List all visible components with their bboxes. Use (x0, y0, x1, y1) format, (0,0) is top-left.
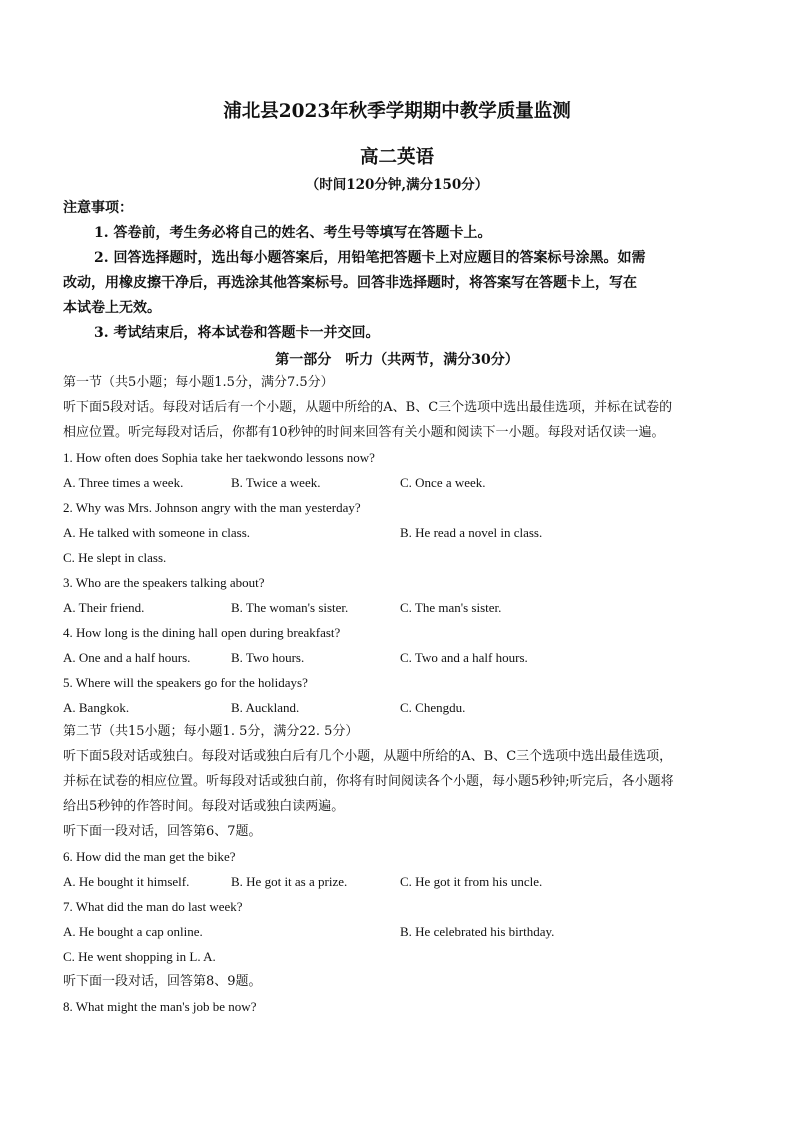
section2-title: 第二节（共15小题；每小题1. 5分，满分22. 5分） (63, 724, 359, 739)
question-4-option-c: C. Two and a half hours. (400, 650, 528, 665)
question-3-option-b: B. The woman's sister. (231, 600, 349, 615)
group-8-9-instruction: 听下面一段对话，回答第8、9题。 (63, 974, 262, 989)
question-1-option-a: A. Three times a week. (63, 475, 184, 490)
section2-instructions-line-2: 并标在试卷的相应位置。听每段对话或独白前，你将有时间阅读各个小题，每小题5秒钟;听完后，各小题将 (63, 774, 674, 789)
question-8-stem: 8. What might the man's job be now? (63, 999, 257, 1014)
section1-instructions-line-2: 相应位置。听完每段对话后，你都有10秒钟的时间来回答有关小题和阅读下一小题。每段对话仅读一遍。 (63, 425, 665, 440)
question-7-option-c: C. He went shopping in L. A. (63, 949, 216, 964)
question-1-option-c: C. Once a week. (400, 475, 486, 490)
question-4-option-b: B. Two hours. (231, 650, 305, 665)
question-3-stem: 3. Who are the speakers talking about? (63, 575, 265, 590)
exam-time-score: （时间120分钟,满分150分） (305, 177, 489, 193)
question-5-option-b: B. Auckland. (231, 700, 300, 715)
question-2-option-b: B. He read a novel in class. (400, 525, 543, 540)
question-7-option-a: A. He bought a cap online. (63, 924, 203, 939)
note-3: 3. 考试结束后，将本试卷和答题卡一并交回。 (94, 325, 380, 341)
question-4-stem: 4. How long is the dining hall open during breakfast? (63, 625, 341, 640)
question-7-stem: 7. What did the man do last week? (63, 899, 243, 914)
notes-heading: 注意事项： (63, 200, 133, 216)
exam-title: 浦北县2023年秋季学期期中教学质量监测 (223, 101, 571, 122)
question-2-stem: 2. Why was Mrs. Johnson angry with the man yesterday? (63, 500, 361, 515)
question-6-stem: 6. How did the man get the bike? (63, 849, 236, 864)
question-2-option-a: A. He talked with someone in class. (63, 525, 251, 540)
question-6-option-a: A. He bought it himself. (63, 874, 190, 889)
question-4-option-a: A. One and a half hours. (63, 650, 191, 665)
part1-title: 第一部分 听力（共两节，满分30分） (275, 352, 519, 368)
question-6-option-b: B. He got it as a prize. (231, 874, 348, 889)
question-5-option-c: C. Chengdu. (400, 700, 466, 715)
section2-instructions-line-3: 给出5秒钟的作答时间。每段对话或独白读两遍。 (63, 799, 345, 814)
question-1-stem: 1. How often does Sophia take her taekwondo lessons now? (63, 450, 375, 465)
question-6-option-c: C. He got it from his uncle. (400, 874, 543, 889)
question-1-option-b: B. Twice a week. (231, 475, 321, 490)
note-2-line-2: 改动，用橡皮擦干净后，再选涂其他答案标号。回答非选择题时，将答案写在答题卡上，写在 (63, 275, 637, 291)
question-5-option-a: A. Bangkok. (63, 700, 130, 715)
question-7-option-b: B. He celebrated his birthday. (400, 924, 555, 939)
group-6-7-instruction: 听下面一段对话，回答第6、7题。 (63, 824, 262, 839)
note-2-line-3: 本试卷上无效。 (63, 300, 161, 316)
section1-instructions-line-1: 听下面5段对话。每段对话后有一个小题，从题中所给的A、B、C三个选项中选出最佳选项，并标在试卷的 (63, 400, 673, 415)
section2-instructions-line-1: 听下面5段对话或独白。每段对话或独白后有几个小题，从题中所给的A、B、C三个选项中选出最佳选项， (63, 749, 673, 764)
exam-subject: 高二英语 (359, 147, 434, 168)
note-1: 1. 答卷前，考生务必将自己的姓名、考生号等填写在答题卡上。 (94, 225, 492, 241)
question-2-option-c: C. He slept in class. (63, 550, 167, 565)
question-5-stem: 5. Where will the speakers go for the holidays? (63, 675, 308, 690)
section1-title: 第一节（共5小题；每小题1.5分，满分7.5分） (63, 375, 334, 390)
question-3-option-c: C. The man's sister. (400, 600, 502, 615)
note-2-line-1: 2. 回答选择题时，选出每小题答案后，用铅笔把答题卡上对应题目的答案标号涂黑。如需 (94, 250, 646, 266)
question-3-option-a: A. Their friend. (63, 600, 145, 615)
